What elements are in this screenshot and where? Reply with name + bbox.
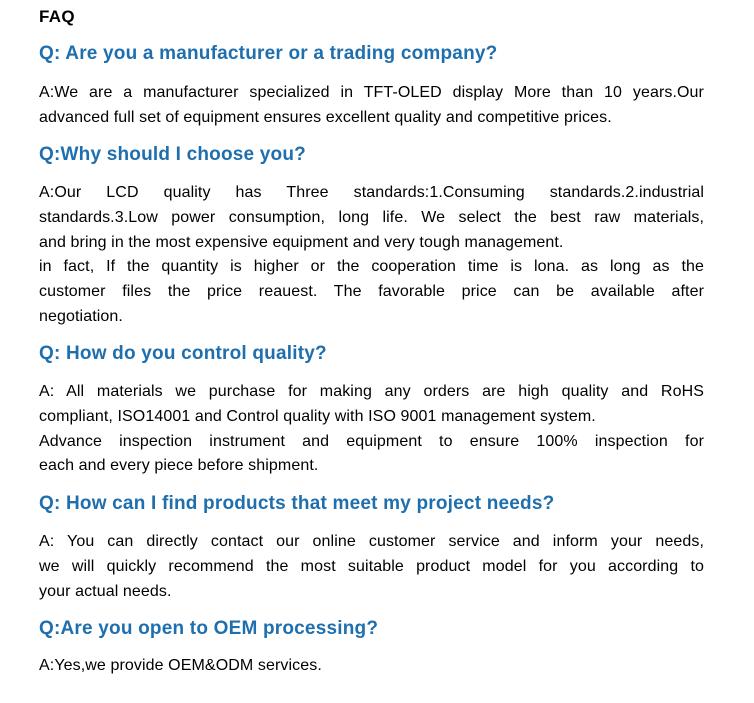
faq-question: Q:Are you open to OEM processing? xyxy=(39,618,379,639)
answer-line: customer files the price reauest. The favorable price can be available after xyxy=(39,283,704,301)
answer-line: negotiation. xyxy=(39,307,123,325)
answer-line: A:We are a manufacturer specialized in TFT-OLED display More than 10 years.Our xyxy=(39,84,704,101)
faq-question: Q: How do you control quality? xyxy=(39,343,327,364)
faq-answer xyxy=(39,81,704,131)
answer-line: and bring in the most expensive equipment and very tough management. xyxy=(39,233,564,251)
faq-question: Q:Why should I choose you? xyxy=(39,144,306,165)
answer-line: Advance inspection instrument and equipment to ensure 100% inspection for xyxy=(39,432,704,450)
faq-answer xyxy=(39,530,704,604)
answer-line: in fact, If the quantity is higher or the cooperation time is lona. as long as the xyxy=(39,258,704,276)
answer-line: compliant, ISO14001 and Control quality with ISO 9001 management system. xyxy=(39,407,596,425)
answer-line: your actual needs. xyxy=(39,582,172,600)
answer-line: we will quickly recommend the most suitable product model for you according to xyxy=(39,557,704,575)
answer-line: A: All materials we purchase for making any orders are high quality and RoHS xyxy=(39,383,704,400)
answer-line: each and every piece before shipment. xyxy=(39,457,319,475)
answer-line: advanced full set of equipment ensures excellent quality and competitive prices. xyxy=(39,108,612,126)
faq-answer xyxy=(39,380,704,479)
faq-answer xyxy=(39,654,704,679)
page-title: FAQ xyxy=(39,7,75,26)
answer-line: standards.3.Low power consumption, long life. We select the best raw materials, xyxy=(39,208,704,226)
answer-line: A: You can directly contact our online customer service and inform your needs, xyxy=(39,533,704,550)
answer-line: A:Our LCD quality has Three standards:1.Consuming standards.2.industrial xyxy=(39,184,704,201)
faq-question: Q: Are you a manufacturer or a trading company? xyxy=(39,43,498,64)
faq-answer xyxy=(39,181,704,330)
faq-question: Q: How can I find products that meet my project needs? xyxy=(39,493,555,514)
answer-line: A:Yes,we provide OEM&ODM services. xyxy=(39,657,322,674)
